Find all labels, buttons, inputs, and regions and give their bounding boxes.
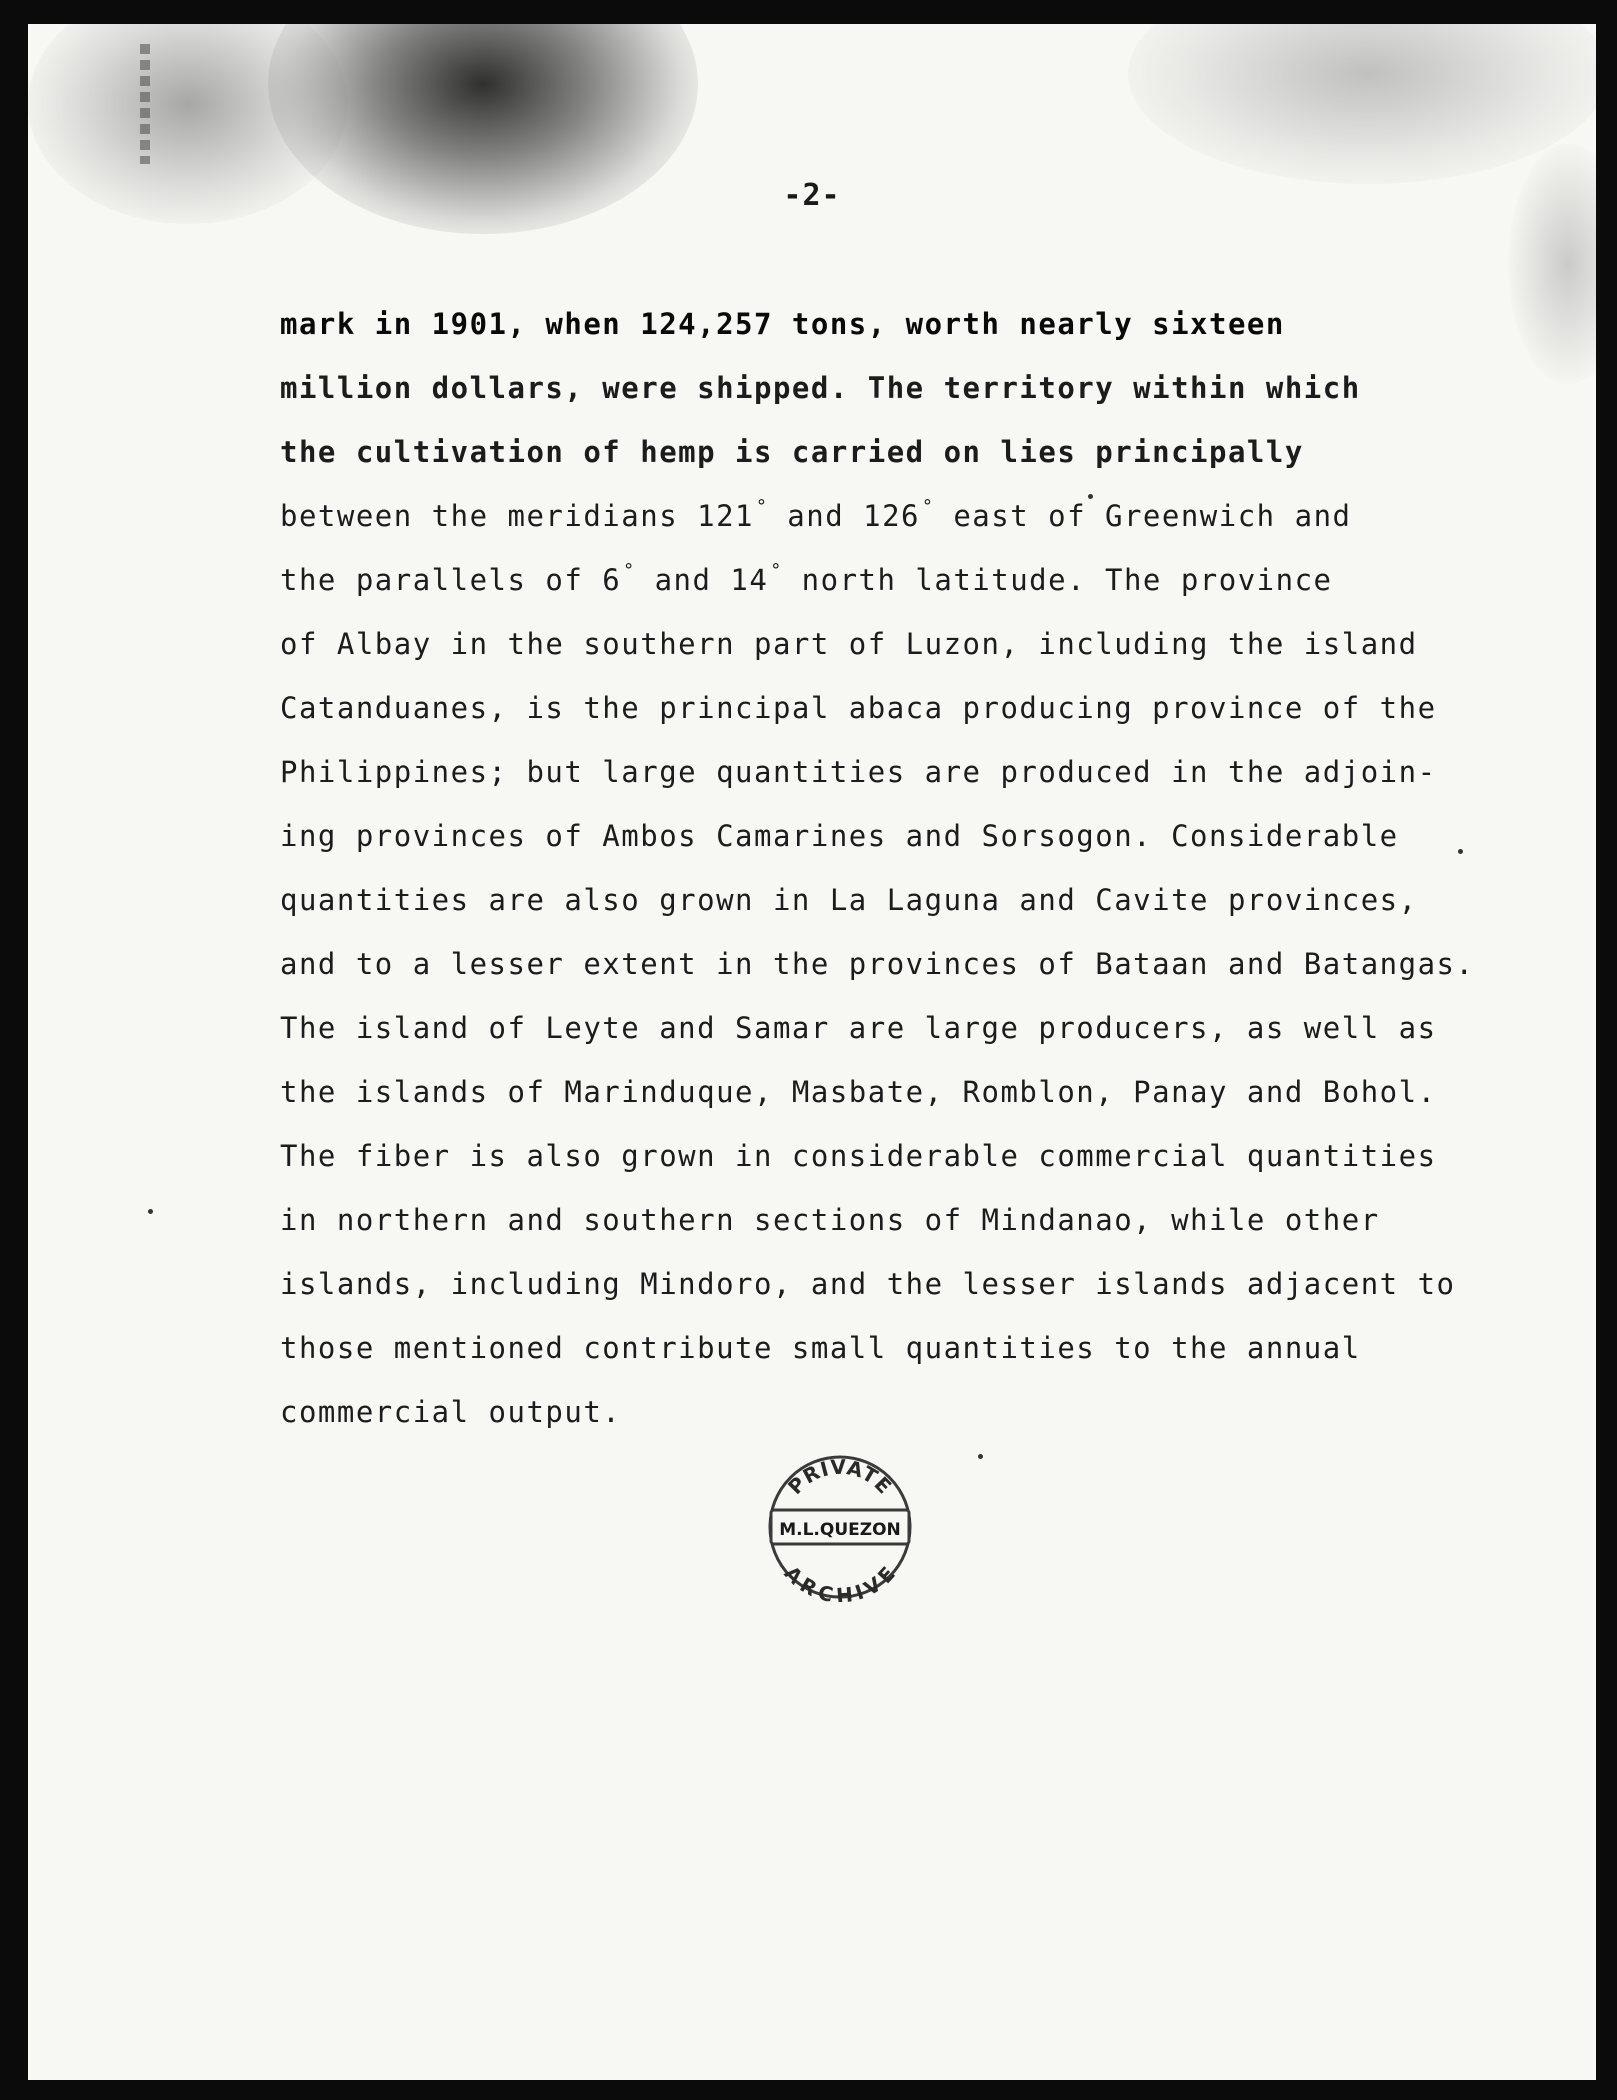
text-line: The island of Leyte and Samar are large producers, as well as [280, 1011, 1437, 1045]
body-paragraph [280, 292, 1540, 1444]
text-line: Philippines; but large quantities are produced in the adjoin- [280, 755, 1437, 789]
text-line: quantities are also grown in La Laguna and Cavite provinces, [280, 883, 1418, 917]
text-line: those mentioned contribute small quantities to the annual [280, 1331, 1361, 1365]
text-line: the cultivation of hemp is carried on lies principally [280, 435, 1304, 469]
binding-mark [140, 44, 150, 164]
degree-sign: ° [756, 496, 769, 517]
text-line: The fiber is also grown in considerable commercial quantities [280, 1139, 1437, 1173]
degree-sign: ° [623, 560, 636, 581]
ink-smudge [1128, 24, 1596, 184]
text-line: million dollars, were shipped. The territory within which [280, 371, 1361, 405]
stamp-middle-text: M.L.QUEZON [779, 1520, 901, 1540]
text-line: mark in 1901, when 124,257 tons, worth nearly sixteen [280, 307, 1285, 341]
text-line: Catanduanes, is the principal abaca producing province of the [280, 691, 1437, 725]
page-number: -2- [783, 178, 841, 213]
stamp-bottom-text: ARCHIVE [779, 1561, 901, 1602]
text-line: the parallels of 6 ° and 14 ° north latitude. The province [280, 560, 1333, 597]
text-line: between the meridians 121 ° and 126 ° east of Greenwich and [280, 496, 1352, 533]
text-line: commercial output. [280, 1395, 622, 1429]
text-line: in northern and southern sections of Mindanao, while other [280, 1203, 1380, 1237]
archive-stamp [765, 1452, 915, 1602]
text-line: and to a lesser extent in the provinces of Bataan and Batangas. [280, 947, 1475, 981]
text-line: ing provinces of Ambos Camarines and Sorsogon. Considerable [280, 819, 1399, 853]
text-line: of Albay in the southern part of Luzon, including the island [280, 627, 1418, 661]
text-line: islands, including Mindoro, and the lesser islands adjacent to [280, 1267, 1456, 1301]
stamp-top-text: PRIVATE [783, 1454, 898, 1500]
text-line: the islands of Marinduque, Masbate, Romblon, Panay and Bohol. [280, 1075, 1437, 1109]
degree-sign: ° [770, 560, 783, 581]
archive-stamp-graphic [765, 1452, 915, 1602]
ink-speck [978, 1454, 983, 1459]
ink-speck [148, 1209, 153, 1214]
document-page [28, 24, 1596, 2080]
degree-sign: ° [922, 496, 935, 517]
